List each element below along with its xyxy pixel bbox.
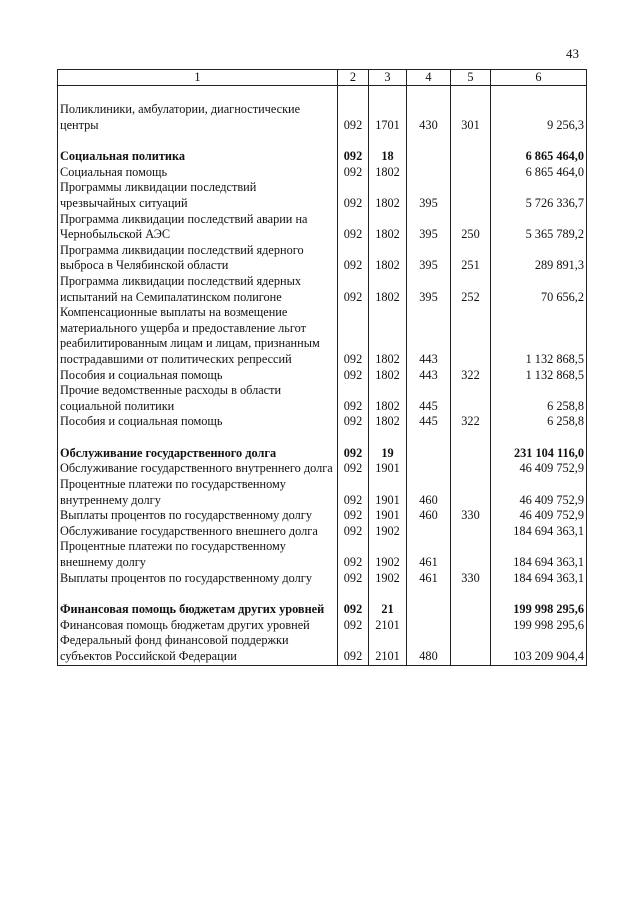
- row-code: 092: [338, 274, 369, 305]
- table-row: [58, 571, 587, 587]
- spacer-cell: [451, 430, 491, 446]
- row-code: 092: [338, 149, 369, 165]
- table-row: [58, 102, 587, 133]
- row-name: Финансовая помощь бюджетам других уровней: [58, 602, 338, 618]
- row-amount: 46 409 752,9: [491, 508, 587, 524]
- spacer-cell: [58, 86, 338, 103]
- row-amount: 46 409 752,9: [491, 477, 587, 508]
- row-code: 092: [338, 633, 369, 665]
- row-name: Программа ликвидации последствий ядерных испытаний на Семипалатинском полигоне: [58, 274, 338, 305]
- spacer-cell: [491, 430, 587, 446]
- row-code: 092: [338, 212, 369, 243]
- spacer-cell: [451, 86, 491, 103]
- row-expense: 250: [451, 212, 491, 243]
- row-expense: [451, 461, 491, 477]
- table-section-row: [58, 602, 587, 618]
- row-code: 092: [338, 180, 369, 211]
- budget-table: [57, 69, 587, 666]
- row-expense: [451, 539, 491, 570]
- table-row: [58, 539, 587, 570]
- row-amount: 184 694 363,1: [491, 524, 587, 540]
- table-body: [58, 86, 587, 666]
- row-section: 1902: [369, 539, 407, 570]
- row-amount: 184 694 363,1: [491, 539, 587, 570]
- row-section: 2101: [369, 618, 407, 634]
- row-name: Программа ликвидации последствий ядерного выброса в Челябинской области: [58, 243, 338, 274]
- row-name: Обслуживание государственного внутреннего долга: [58, 461, 338, 477]
- row-expense: [451, 602, 491, 618]
- row-amount: 9 256,3: [491, 102, 587, 133]
- spacer-cell: [407, 430, 451, 446]
- row-name: Выплаты процентов по государственному долгу: [58, 508, 338, 524]
- row-section: 1802: [369, 274, 407, 305]
- row-article: [407, 602, 451, 618]
- row-amount: 1 132 868,5: [491, 305, 587, 367]
- row-amount: 70 656,2: [491, 274, 587, 305]
- table-header-row: [58, 70, 587, 86]
- row-expense: [451, 477, 491, 508]
- table-row: [58, 180, 587, 211]
- row-expense: [451, 180, 491, 211]
- row-section: 1802: [369, 212, 407, 243]
- row-code: 092: [338, 461, 369, 477]
- row-amount: 6 865 464,0: [491, 149, 587, 165]
- table-row: [58, 508, 587, 524]
- row-section: 21: [369, 602, 407, 618]
- row-section: 1802: [369, 165, 407, 181]
- row-article: 443: [407, 305, 451, 367]
- row-amount: 199 998 295,6: [491, 618, 587, 634]
- table-spacer-row: [58, 86, 587, 103]
- spacer-cell: [58, 586, 338, 602]
- row-name: Финансовая помощь бюджетам других уровней: [58, 618, 338, 634]
- row-expense: 252: [451, 274, 491, 305]
- page-number: 43: [566, 46, 579, 61]
- spacer-cell: [491, 586, 587, 602]
- table-row: [58, 368, 587, 384]
- header-code-col: 2: [338, 70, 369, 86]
- row-name: Программа ликвидации последствий аварии на Чернобыльской АЭС: [58, 212, 338, 243]
- row-section: 1802: [369, 180, 407, 211]
- spacer-cell: [338, 86, 369, 103]
- table-row: [58, 524, 587, 540]
- row-name: Обслуживание государственного долга: [58, 446, 338, 462]
- row-article: 443: [407, 368, 451, 384]
- row-name: Прочие ведомственные расходы в области социальной политики: [58, 383, 338, 414]
- spacer-cell: [491, 86, 587, 103]
- row-article: 460: [407, 477, 451, 508]
- row-article: 395: [407, 243, 451, 274]
- spacer-cell: [369, 586, 407, 602]
- row-section: 1802: [369, 414, 407, 430]
- row-amount: 103 209 904,4: [491, 633, 587, 665]
- row-expense: 322: [451, 414, 491, 430]
- row-name: Выплаты процентов по государственному долгу: [58, 571, 338, 587]
- row-section: 1701: [369, 102, 407, 133]
- table-row: [58, 633, 587, 665]
- row-code: 092: [338, 524, 369, 540]
- row-code: 092: [338, 618, 369, 634]
- row-section: 1902: [369, 524, 407, 540]
- row-amount: 46 409 752,9: [491, 461, 587, 477]
- row-section: 1802: [369, 305, 407, 367]
- spacer-cell: [407, 86, 451, 103]
- table-row: [58, 165, 587, 181]
- row-article: 445: [407, 414, 451, 430]
- row-section: 1901: [369, 461, 407, 477]
- table-row: [58, 305, 587, 367]
- row-code: 092: [338, 243, 369, 274]
- row-expense: [451, 165, 491, 181]
- spacer-cell: [369, 133, 407, 149]
- row-name: Пособия и социальная помощь: [58, 368, 338, 384]
- spacer-cell: [58, 133, 338, 149]
- row-section: 19: [369, 446, 407, 462]
- row-expense: 330: [451, 508, 491, 524]
- row-expense: [451, 149, 491, 165]
- row-section: 1901: [369, 477, 407, 508]
- spacer-cell: [451, 586, 491, 602]
- table-row: [58, 414, 587, 430]
- row-expense: [451, 618, 491, 634]
- table-row: [58, 212, 587, 243]
- row-article: 395: [407, 274, 451, 305]
- row-expense: [451, 633, 491, 665]
- row-section: 18: [369, 149, 407, 165]
- row-name: Социальная политика: [58, 149, 338, 165]
- row-article: 461: [407, 539, 451, 570]
- row-article: [407, 149, 451, 165]
- row-code: 092: [338, 414, 369, 430]
- row-amount: 289 891,3: [491, 243, 587, 274]
- row-name: Поликлиники, амбулатории, диагностические центры: [58, 102, 338, 133]
- table-row: [58, 461, 587, 477]
- spacer-cell: [338, 133, 369, 149]
- row-name: Социальная помощь: [58, 165, 338, 181]
- row-code: 092: [338, 571, 369, 587]
- row-code: 092: [338, 539, 369, 570]
- spacer-cell: [369, 86, 407, 103]
- table-row: [58, 477, 587, 508]
- table-spacer-row: [58, 430, 587, 446]
- table-spacer-row: [58, 586, 587, 602]
- row-article: 395: [407, 180, 451, 211]
- spacer-cell: [338, 430, 369, 446]
- row-amount: 184 694 363,1: [491, 571, 587, 587]
- row-article: 395: [407, 212, 451, 243]
- row-code: 092: [338, 446, 369, 462]
- row-name: Федеральный фонд финансовой поддержки субъектов Российской Федерации: [58, 633, 338, 665]
- row-article: 445: [407, 383, 451, 414]
- row-name: Компенсационные выплаты на возмещение материального ущерба и предоставление льгот реабилитированным лицам и лицам, признанным пострадавшими от политических репрессий: [58, 305, 338, 367]
- row-code: 092: [338, 305, 369, 367]
- row-expense: 301: [451, 102, 491, 133]
- row-code: 092: [338, 383, 369, 414]
- row-section: 1802: [369, 368, 407, 384]
- row-section: 1901: [369, 508, 407, 524]
- row-article: [407, 446, 451, 462]
- spacer-cell: [491, 133, 587, 149]
- row-amount: 5 726 336,7: [491, 180, 587, 211]
- row-expense: 322: [451, 368, 491, 384]
- row-amount: 231 104 116,0: [491, 446, 587, 462]
- row-code: 092: [338, 508, 369, 524]
- row-article: [407, 461, 451, 477]
- spacer-cell: [451, 133, 491, 149]
- header-name-col: 1: [58, 70, 338, 86]
- row-expense: [451, 446, 491, 462]
- row-amount: 6 258,8: [491, 414, 587, 430]
- row-expense: [451, 524, 491, 540]
- row-article: [407, 618, 451, 634]
- row-article: 461: [407, 571, 451, 587]
- table-section-row: [58, 446, 587, 462]
- row-amount: 5 365 789,2: [491, 212, 587, 243]
- row-section: 2101: [369, 633, 407, 665]
- row-article: [407, 165, 451, 181]
- row-name: Программы ликвидации последствий чрезвычайных ситуаций: [58, 180, 338, 211]
- row-amount: 6 865 464,0: [491, 165, 587, 181]
- row-code: 092: [338, 102, 369, 133]
- row-code: 092: [338, 368, 369, 384]
- header-section-col: 3: [369, 70, 407, 86]
- row-expense: 330: [451, 571, 491, 587]
- header-expense-col: 5: [451, 70, 491, 86]
- row-code: 092: [338, 165, 369, 181]
- row-expense: 251: [451, 243, 491, 274]
- row-article: 480: [407, 633, 451, 665]
- row-article: 460: [407, 508, 451, 524]
- table-spacer-row: [58, 133, 587, 149]
- table-row: [58, 383, 587, 414]
- row-name: Обслуживание государственного внешнего долга: [58, 524, 338, 540]
- row-amount: 6 258,8: [491, 383, 587, 414]
- spacer-cell: [338, 586, 369, 602]
- row-expense: [451, 383, 491, 414]
- row-article: 430: [407, 102, 451, 133]
- table-section-row: [58, 149, 587, 165]
- table-row: [58, 274, 587, 305]
- row-name: Процентные платежи по государственному внешнему долгу: [58, 539, 338, 570]
- row-code: 092: [338, 602, 369, 618]
- table-row: [58, 243, 587, 274]
- row-section: 1802: [369, 383, 407, 414]
- spacer-cell: [369, 430, 407, 446]
- table-row: [58, 618, 587, 634]
- row-section: 1902: [369, 571, 407, 587]
- spacer-cell: [407, 586, 451, 602]
- row-name: Процентные платежи по государственному внутреннему долгу: [58, 477, 338, 508]
- spacer-cell: [407, 133, 451, 149]
- row-expense: [451, 305, 491, 367]
- row-code: 092: [338, 477, 369, 508]
- header-article-col: 4: [407, 70, 451, 86]
- row-name: Пособия и социальная помощь: [58, 414, 338, 430]
- row-amount: 1 132 868,5: [491, 368, 587, 384]
- row-amount: 199 998 295,6: [491, 602, 587, 618]
- spacer-cell: [58, 430, 338, 446]
- row-article: [407, 524, 451, 540]
- header-amount-col: 6: [491, 70, 587, 86]
- row-section: 1802: [369, 243, 407, 274]
